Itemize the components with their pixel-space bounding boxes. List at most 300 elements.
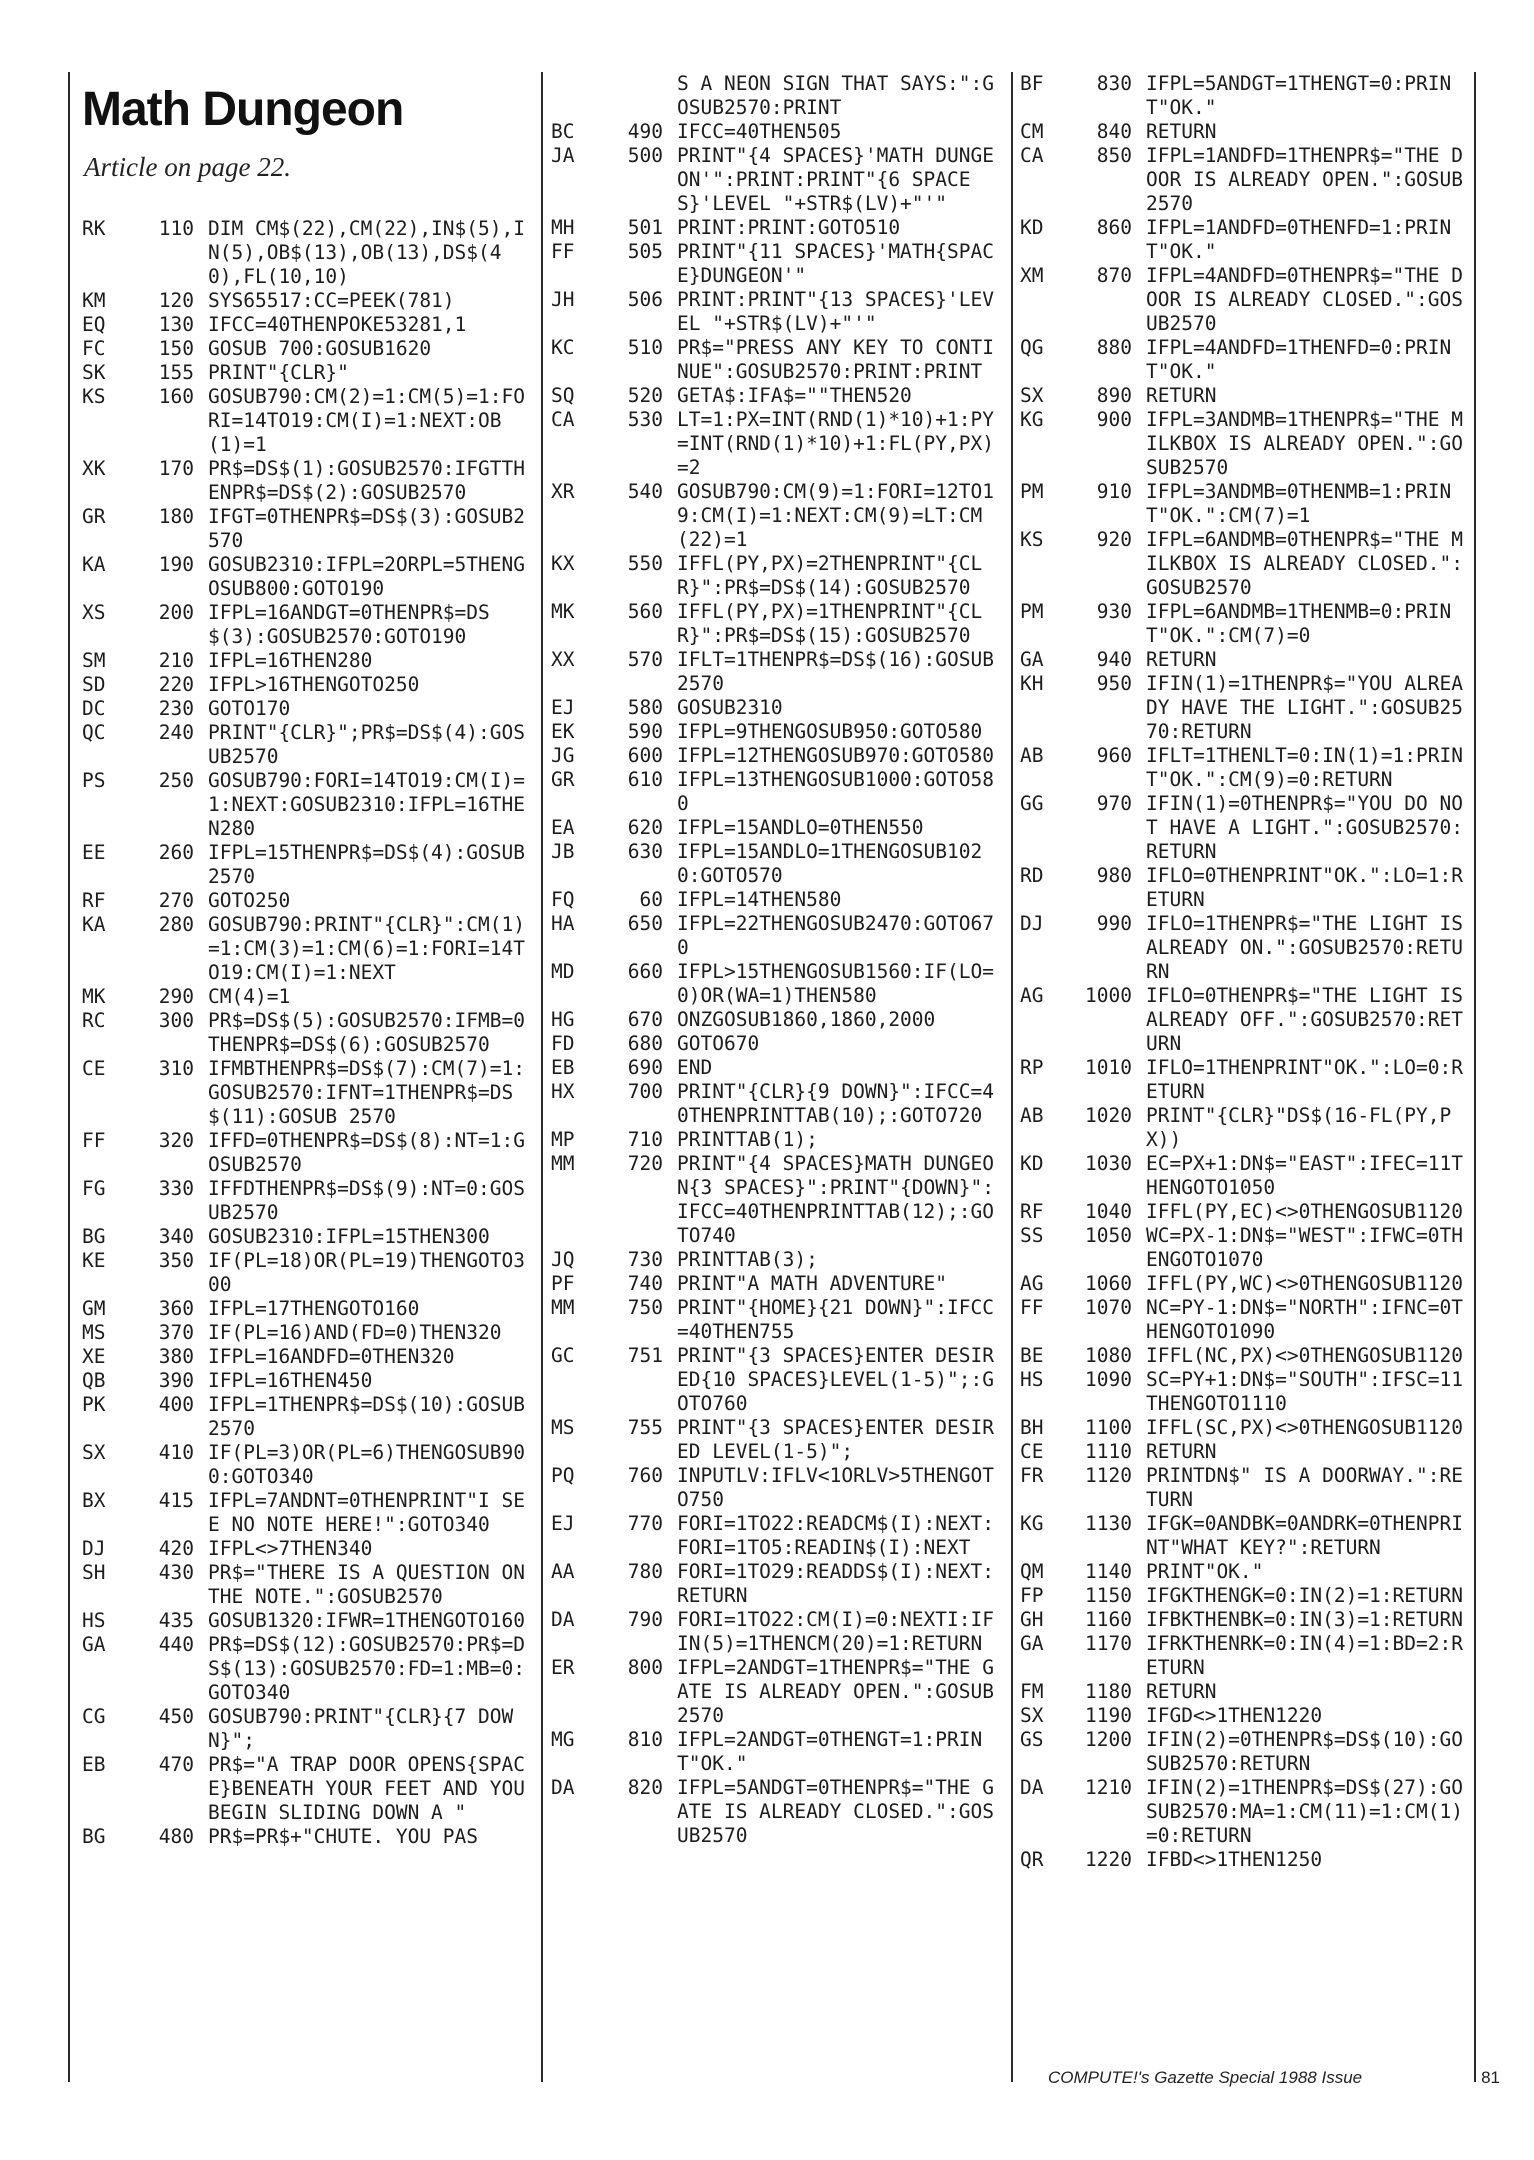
code-text: IFLO=0THENPRINT"OK.":LO=1:RETURN xyxy=(1146,864,1463,911)
line-number: 700 xyxy=(627,1080,663,1103)
line-number: 755 xyxy=(627,1416,663,1439)
line-number: 480 xyxy=(158,1825,194,1848)
listing-line xyxy=(551,552,1003,600)
listing-line xyxy=(551,888,1003,912)
checksum: JB xyxy=(551,840,575,863)
code-text: INPUTLV:IFLV<1ORLV>5THENGOTO750 xyxy=(677,1464,994,1511)
checksum: GM xyxy=(82,1297,106,1320)
checksum: SS xyxy=(1020,1224,1044,1247)
listing-line xyxy=(1020,600,1468,648)
listing-line xyxy=(1020,72,1468,120)
code-text: IFCC=40THEN505 xyxy=(677,120,842,143)
code-text: PR$=DS$(12):GOSUB2570:PR$=DS$(13):GOSUB2570:FD=1:MB=0:GOTO340 xyxy=(208,1633,525,1704)
checksum: KA xyxy=(82,553,106,576)
line-number: 730 xyxy=(627,1248,663,1271)
line-number: 470 xyxy=(158,1753,194,1776)
listing-line xyxy=(82,1489,532,1537)
code-text: IFPL=3ANDMB=1THENPR$="THE MILKBOX IS ALREADY OPEN.":GOSUB2570 xyxy=(1146,408,1463,479)
line-number: 360 xyxy=(158,1297,194,1320)
checksum: PS xyxy=(82,769,106,792)
listing-line xyxy=(551,1728,1003,1776)
listing-line xyxy=(82,1009,532,1057)
line-number: 810 xyxy=(627,1728,663,1751)
listing-line xyxy=(82,1129,532,1177)
line-number: 520 xyxy=(627,384,663,407)
line-number: 1050 xyxy=(1085,1224,1132,1247)
code-text: GOTO170 xyxy=(208,697,291,720)
line-number: 290 xyxy=(158,985,194,1008)
listing-line xyxy=(82,841,532,889)
listing-line xyxy=(1020,1848,1468,1872)
checksum: EQ xyxy=(82,313,106,336)
checksum: PM xyxy=(1020,600,1044,623)
checksum: FF xyxy=(551,240,575,263)
checksum: RK xyxy=(82,217,106,240)
listing-column-1 xyxy=(82,80,537,2080)
listing-line xyxy=(551,960,1003,1008)
checksum: GS xyxy=(1020,1728,1044,1751)
line-number: 570 xyxy=(627,648,663,671)
line-number: 230 xyxy=(158,697,194,720)
column-rule-1 xyxy=(541,72,543,2082)
code-text: NC=PY-1:DN$="NORTH":IFNC=0THENGOTO1090 xyxy=(1146,1296,1463,1343)
listing-line xyxy=(82,673,532,697)
code-text: IFGKTHENGK=0:IN(2)=1:RETURN xyxy=(1146,1584,1463,1607)
line-number: 1170 xyxy=(1085,1632,1132,1655)
checksum: DA xyxy=(551,1608,575,1631)
checksum: FD xyxy=(551,1032,575,1055)
code-text: RETURN xyxy=(1146,1440,1217,1463)
listing-line xyxy=(82,553,532,601)
listing-line xyxy=(82,1441,532,1489)
code-text: IFPL=1THENPR$=DS$(10):GOSUB2570 xyxy=(208,1393,525,1440)
listing-line xyxy=(551,1080,1003,1128)
checksum: KD xyxy=(1020,216,1044,239)
line-number: 880 xyxy=(1096,336,1132,359)
checksum: KM xyxy=(82,289,106,312)
listing-line xyxy=(82,721,532,769)
checksum: BX xyxy=(82,1489,106,1512)
listing-line xyxy=(1020,216,1468,264)
line-number: 280 xyxy=(158,913,194,936)
checksum: FP xyxy=(1020,1584,1044,1607)
line-number: 1070 xyxy=(1085,1296,1132,1319)
checksum: AB xyxy=(1020,1104,1044,1127)
code-text: IFFL(NC,PX)<>0THENGOSUB1120 xyxy=(1146,1344,1463,1367)
checksum: QC xyxy=(82,721,106,744)
checksum: RF xyxy=(1020,1200,1044,1223)
line-number: 430 xyxy=(158,1561,194,1584)
code-text: IFCC=40THENPOKE53281,1 xyxy=(208,313,467,336)
line-number: 920 xyxy=(1096,528,1132,551)
checksum: QR xyxy=(1020,1848,1044,1871)
code-text: IFIN(1)=0THENPR$="YOU DO NOT HAVE A LIGHT.":GOSUB2570:RETURN xyxy=(1146,792,1463,863)
checksum: FQ xyxy=(551,888,575,911)
line-number: 130 xyxy=(158,313,194,336)
code-text: IFPL=2ANDGT=1THENPR$="THE GATE IS ALREADY OPEN.":GOSUB2570 xyxy=(677,1656,994,1727)
checksum: JH xyxy=(551,288,575,311)
code-text: IFRKTHENRK=0:IN(4)=1:BD=2:RETURN xyxy=(1146,1632,1463,1679)
code-text: IFPL=2ANDGT=0THENGT=1:PRINT"OK." xyxy=(677,1728,983,1775)
checksum: XE xyxy=(82,1345,106,1368)
checksum: KC xyxy=(551,336,575,359)
listing-line xyxy=(82,769,532,841)
listing-line xyxy=(551,1152,1003,1248)
line-number: 970 xyxy=(1096,792,1132,815)
listing-line xyxy=(82,913,532,985)
checksum: GC xyxy=(551,1344,575,1367)
code-text: PR$=PR$+"CHUTE. YOU PAS xyxy=(208,1825,479,1848)
line-number: 820 xyxy=(627,1776,663,1799)
checksum: EJ xyxy=(551,696,575,719)
checksum: DC xyxy=(82,697,106,720)
line-number: 300 xyxy=(158,1009,194,1032)
line-number: 200 xyxy=(158,601,194,624)
listing-line xyxy=(82,1249,532,1297)
listing-line xyxy=(551,1008,1003,1032)
listing-line xyxy=(551,1656,1003,1728)
code-text: CM(4)=1 xyxy=(208,985,291,1008)
code-text: RETURN xyxy=(1146,648,1217,671)
listing-line xyxy=(551,288,1003,336)
code-text: IF(PL=3)OR(PL=6)THENGOSUB900:GOTO340 xyxy=(208,1441,525,1488)
code-text: FORI=1TO22:READCM$(I):NEXT:FORI=1TO5:READIN$(I):NEXT xyxy=(677,1512,994,1559)
code-text: PRINT:PRINT"{13 SPACES}'LEVEL "+STR$(LV)+"'" xyxy=(677,288,994,335)
code-text: PRINTDN$" IS A DOORWAY.":RETURN xyxy=(1146,1464,1463,1511)
checksum: KX xyxy=(551,552,575,575)
line-number: 960 xyxy=(1096,744,1132,767)
listing-line xyxy=(551,696,1003,720)
checksum: PF xyxy=(551,1272,575,1295)
code-text: IFPL=5ANDGT=0THENPR$="THE GATE IS ALREADY CLOSED.":GOSUB2570 xyxy=(677,1776,994,1847)
line-number: 1030 xyxy=(1085,1152,1132,1175)
listing-line xyxy=(1020,1776,1468,1848)
checksum: JG xyxy=(551,744,575,767)
listing-line xyxy=(551,1296,1003,1344)
checksum: HX xyxy=(551,1080,575,1103)
line-number: 670 xyxy=(627,1008,663,1031)
checksum: XX xyxy=(551,648,575,671)
line-number: 770 xyxy=(627,1512,663,1535)
checksum: SM xyxy=(82,649,106,672)
checksum: AG xyxy=(1020,1272,1044,1295)
listing-line xyxy=(1020,1464,1468,1512)
line-number: 1200 xyxy=(1085,1728,1132,1751)
line-number: 1060 xyxy=(1085,1272,1132,1295)
code-text: END xyxy=(677,1056,713,1079)
listing-line xyxy=(1020,912,1475,984)
checksum: MG xyxy=(551,1728,575,1751)
checksum: RF xyxy=(82,889,106,912)
code-text: SC=PY+1:DN$="SOUTH":IFSC=11THENGOTO1110 xyxy=(1146,1368,1463,1415)
listing-line xyxy=(551,720,1003,744)
listing-line xyxy=(551,1608,1003,1656)
code-text: IFPL=5ANDGT=1THENGT=0:PRINT"OK." xyxy=(1146,72,1452,119)
line-number: 420 xyxy=(158,1537,194,1560)
code-text: IFPL>16THENGOTO250 xyxy=(208,673,420,696)
line-number: 540 xyxy=(627,480,663,503)
code-text: PRINT"A MATH ADVENTURE" xyxy=(677,1272,948,1295)
line-number: 410 xyxy=(158,1441,194,1464)
code-text: IFPL=9THENGOSUB950:GOTO580 xyxy=(677,720,983,743)
line-number: 600 xyxy=(627,744,663,767)
checksum: HG xyxy=(551,1008,575,1031)
code-text: IFIN(2)=1THENPR$=DS$(27):GOSUB2570:MA=1:CM(11)=1:CM(1)=0:RETURN xyxy=(1146,1776,1463,1847)
code-text: IFFL(PY,PX)=2THENPRINT"{CLR}":PR$=DS$(14):GOSUB2570 xyxy=(677,552,983,599)
code-text: IFPL=16ANDGT=0THENPR$=DS$(3):GOSUB2570:GOTO190 xyxy=(208,601,490,648)
checksum: XR xyxy=(551,480,575,503)
code-text: PR$=DS$(1):GOSUB2570:IFGTTHENPR$=DS$(2):GOSUB2570 xyxy=(208,457,525,504)
code-text: IFPL=12THENGOSUB970:GOTO580 xyxy=(677,744,994,767)
checksum: HS xyxy=(82,1609,106,1632)
code-text: SYS65517:CC=PEEK(781) xyxy=(208,289,455,312)
line-number: 506 xyxy=(627,288,663,311)
listing-line xyxy=(551,1344,1003,1416)
listing-line xyxy=(551,1056,1003,1080)
listing-line xyxy=(82,313,532,337)
checksum: MM xyxy=(551,1152,575,1175)
listing-line xyxy=(551,840,1003,888)
line-number: 1040 xyxy=(1085,1200,1132,1223)
listing-line xyxy=(82,649,532,673)
line-number: 980 xyxy=(1096,864,1132,887)
code-text: IFLO=1THENPR$="THE LIGHT IS ALREADY ON.":GOSUB2570:RETURN xyxy=(1146,912,1475,983)
checksum: BE xyxy=(1020,1344,1044,1367)
listing-line xyxy=(551,744,1003,768)
line-number: 1000 xyxy=(1085,984,1132,1007)
checksum: CG xyxy=(82,1705,106,1728)
listing-line xyxy=(1020,744,1468,792)
line-number: 530 xyxy=(627,408,663,431)
line-number: 450 xyxy=(158,1705,194,1728)
checksum: XK xyxy=(82,457,106,480)
line-number: 1160 xyxy=(1085,1608,1132,1631)
listing-line xyxy=(1020,1728,1468,1776)
listing-line xyxy=(82,1537,532,1561)
line-number: 1080 xyxy=(1085,1344,1132,1367)
code-text: PRINT"{3 SPACES}ENTER DESIRED LEVEL(1-5)"; xyxy=(677,1416,994,1463)
line-number: 720 xyxy=(627,1152,663,1175)
listing-line xyxy=(551,120,1003,144)
listing-line xyxy=(1020,144,1468,216)
code-text: PR$="THERE IS A QUESTION ON THE NOTE.":GOSUB2570 xyxy=(208,1561,537,1608)
line-number: 250 xyxy=(158,769,194,792)
code-text: IF(PL=16)AND(FD=0)THEN320 xyxy=(208,1321,502,1344)
listing-line xyxy=(82,1225,532,1249)
code-text: GOSUB2310:IFPL=2ORPL=5THENGOSUB800:GOTO190 xyxy=(208,553,525,600)
checksum: DJ xyxy=(1020,912,1044,935)
listing-line xyxy=(1020,648,1468,672)
checksum: GA xyxy=(82,1633,106,1656)
code-text: EC=PX+1:DN$="EAST":IFEC=11THENGOTO1050 xyxy=(1146,1152,1463,1199)
code-text: IFPL=15ANDLO=1THENGOSUB1020:GOTO570 xyxy=(677,840,983,887)
line-number: 320 xyxy=(158,1129,194,1152)
checksum: GG xyxy=(1020,792,1044,815)
checksum: AB xyxy=(1020,744,1044,767)
line-number: 930 xyxy=(1096,600,1132,623)
listing-line xyxy=(1020,1560,1468,1584)
code-text: GOSUB2310 xyxy=(677,696,783,719)
checksum: BG xyxy=(82,1825,106,1848)
code-text: GOSUB790:PRINT"{CLR}{7 DOWN}"; xyxy=(208,1705,514,1752)
listing-line xyxy=(82,1369,532,1393)
listing-line xyxy=(1020,336,1468,384)
listing-line xyxy=(82,1609,532,1633)
checksum: MP xyxy=(551,1128,575,1151)
code-text: PRINTTAB(3); xyxy=(677,1248,818,1271)
listing-line xyxy=(551,912,1003,960)
checksum: KA xyxy=(82,913,106,936)
checksum: RD xyxy=(1020,864,1044,887)
checksum: SH xyxy=(82,1561,106,1584)
line-number: 1190 xyxy=(1085,1704,1132,1727)
checksum: KE xyxy=(82,1249,106,1272)
line-number: 500 xyxy=(627,144,663,167)
listing-line xyxy=(1020,1368,1468,1416)
code-text: IFGT=0THENPR$=DS$(3):GOSUB2570 xyxy=(208,505,525,552)
listing-line xyxy=(1020,984,1475,1056)
line-number: 1180 xyxy=(1085,1680,1132,1703)
line-number: 690 xyxy=(627,1056,663,1079)
line-number: 150 xyxy=(158,337,194,360)
listing-line xyxy=(82,985,532,1009)
listing-line xyxy=(551,816,1003,840)
checksum: MK xyxy=(551,600,575,623)
code-text: PRINT"{11 SPACES}'MATH{SPACE}DUNGEON'" xyxy=(677,240,994,287)
checksum: CE xyxy=(82,1057,106,1080)
code-text: IFPL=6ANDMB=0THENPR$="THE MILKBOX IS ALREADY CLOSED.":GOSUB2570 xyxy=(1146,528,1463,599)
listing-line xyxy=(551,216,1003,240)
listing-line xyxy=(551,1128,1003,1152)
listing-line xyxy=(1020,1584,1468,1608)
line-number: 1150 xyxy=(1085,1584,1132,1607)
checksum: EK xyxy=(551,720,575,743)
line-number: 870 xyxy=(1096,264,1132,287)
line-number: 330 xyxy=(158,1177,194,1200)
code-text: IFPL=16THEN280 xyxy=(208,649,373,672)
code-text: IFIN(1)=1THENPR$="YOU ALREADY HAVE THE LIGHT.":GOSUB2570:RETURN xyxy=(1146,672,1463,743)
article-title: Math Dungeon xyxy=(82,83,404,136)
checksum: RP xyxy=(1020,1056,1044,1079)
listing-line xyxy=(1020,1680,1468,1704)
code-text: IFPL=14THEN580 xyxy=(677,888,842,911)
checksum: KG xyxy=(1020,1512,1044,1535)
listing-line xyxy=(82,457,532,505)
checksum: GA xyxy=(1020,1632,1044,1655)
listing-line xyxy=(1020,1440,1468,1464)
code-text: IFFL(PY,WC)<>0THENGOSUB1120 xyxy=(1146,1272,1463,1295)
code-text: IFFL(SC,PX)<>0THENGOSUB1120 xyxy=(1146,1416,1463,1439)
code-text: PR$="PRESS ANY KEY TO CONTINUE":GOSUB2570:PRINT:PRINT xyxy=(677,336,994,383)
listing-line xyxy=(82,889,532,913)
code-text: GETA$:IFA$=""THEN520 xyxy=(677,384,912,407)
checksum: BF xyxy=(1020,72,1044,95)
line-number: 415 xyxy=(158,1489,194,1512)
code-text: IFLO=1THENPRINT"OK.":LO=0:RETURN xyxy=(1146,1056,1463,1103)
listing-line xyxy=(551,1776,1003,1848)
line-number: 1010 xyxy=(1085,1056,1132,1079)
article-subtitle: Article on page 22. xyxy=(84,152,291,182)
listing-line xyxy=(1020,1704,1468,1728)
listing-line xyxy=(82,1297,532,1321)
line-number: 155 xyxy=(158,361,194,384)
line-number: 680 xyxy=(627,1032,663,1055)
line-number: 610 xyxy=(627,768,663,791)
line-number: 390 xyxy=(158,1369,194,1392)
code-text: IFPL=17THENGOTO160 xyxy=(208,1297,420,1320)
listing-line xyxy=(1020,864,1468,912)
listing-line xyxy=(551,1032,1003,1056)
listing-line xyxy=(82,1393,532,1441)
checksum: XS xyxy=(82,601,106,624)
code-text: IFPL=22THENGOSUB2470:GOTO670 xyxy=(677,912,994,959)
checksum: XM xyxy=(1020,264,1044,287)
checksum: FM xyxy=(1020,1680,1044,1703)
checksum: AA xyxy=(551,1560,575,1583)
line-number: 780 xyxy=(627,1560,663,1583)
checksum: GR xyxy=(82,505,106,528)
code-text: GOSUB 700:GOSUB1620 xyxy=(208,337,432,360)
checksum: AG xyxy=(1020,984,1044,1007)
listing-line xyxy=(1020,1632,1468,1680)
listing-line xyxy=(551,1512,1003,1560)
line-number: 505 xyxy=(627,240,663,263)
line-number: 310 xyxy=(158,1057,194,1080)
listing-line xyxy=(1020,264,1468,336)
listing-line xyxy=(1020,1272,1468,1296)
listing-line xyxy=(82,1633,532,1705)
code-text: DIM CM$(22),CM(22),IN$(5),IN(5),OB$(13),OB(13),DS$(40),FL(10,10) xyxy=(208,217,525,288)
line-number: 220 xyxy=(158,673,194,696)
code-text: IFPL=15ANDLO=0THEN550 xyxy=(677,816,924,839)
checksum: FR xyxy=(1020,1464,1044,1487)
line-number: 1020 xyxy=(1085,1104,1132,1127)
code-text: IFPL=1ANDFD=0THENFD=1:PRINT"OK." xyxy=(1146,216,1452,263)
checksum: FG xyxy=(82,1177,106,1200)
checksum: MS xyxy=(551,1416,575,1439)
checksum: SX xyxy=(1020,1704,1044,1727)
checksum: MS xyxy=(82,1321,106,1344)
line-number: 260 xyxy=(158,841,194,864)
listing-line xyxy=(1020,792,1468,864)
listing-line xyxy=(1020,1104,1468,1152)
line-number: 170 xyxy=(158,457,194,480)
line-number: 501 xyxy=(627,216,663,239)
code-text: IFIN(2)=0THENPR$=DS$(10):GOSUB2570:RETURN xyxy=(1146,1728,1463,1775)
code-text: RETURN xyxy=(1146,120,1217,143)
checksum: SQ xyxy=(551,384,575,407)
line-number: 550 xyxy=(627,552,663,575)
checksum: DJ xyxy=(82,1537,106,1560)
listing-line xyxy=(1020,1512,1468,1560)
listing-line xyxy=(82,289,532,313)
checksum: EE xyxy=(82,841,106,864)
code-text: IFFD=0THENPR$=DS$(8):NT=1:GOSUB2570 xyxy=(208,1129,525,1176)
listing-line xyxy=(1020,1152,1468,1200)
listing-line xyxy=(551,240,1003,288)
code-text: IFBKTHENBK=0:IN(3)=1:RETURN xyxy=(1146,1608,1463,1631)
code-text: PRINT"{4 SPACES}'MATH DUNGEON'":PRINT:PRINT"{6 SPACES}'LEVEL "+STR$(LV)+"'" xyxy=(677,144,994,215)
code-text: IFGD<>1THEN1220 xyxy=(1146,1704,1323,1727)
code-text: PR$=DS$(5):GOSUB2570:IFMB=0THENPR$=DS$(6):GOSUB2570 xyxy=(208,1009,525,1056)
code-text: FORI=1TO22:CM(I)=0:NEXTI:IFIN(5)=1THENCM(20)=1:RETURN xyxy=(677,1608,994,1655)
code-text: IFPL=1ANDFD=1THENPR$="THE DOOR IS ALREADY OPEN.":GOSUB2570 xyxy=(1146,144,1463,215)
listing-column-3 xyxy=(1020,72,1475,2072)
code-text: ONZGOSUB1860,1860,2000 xyxy=(677,1008,936,1031)
line-number: 1110 xyxy=(1085,1440,1132,1463)
checksum: PK xyxy=(82,1393,106,1416)
line-number: 380 xyxy=(158,1345,194,1368)
